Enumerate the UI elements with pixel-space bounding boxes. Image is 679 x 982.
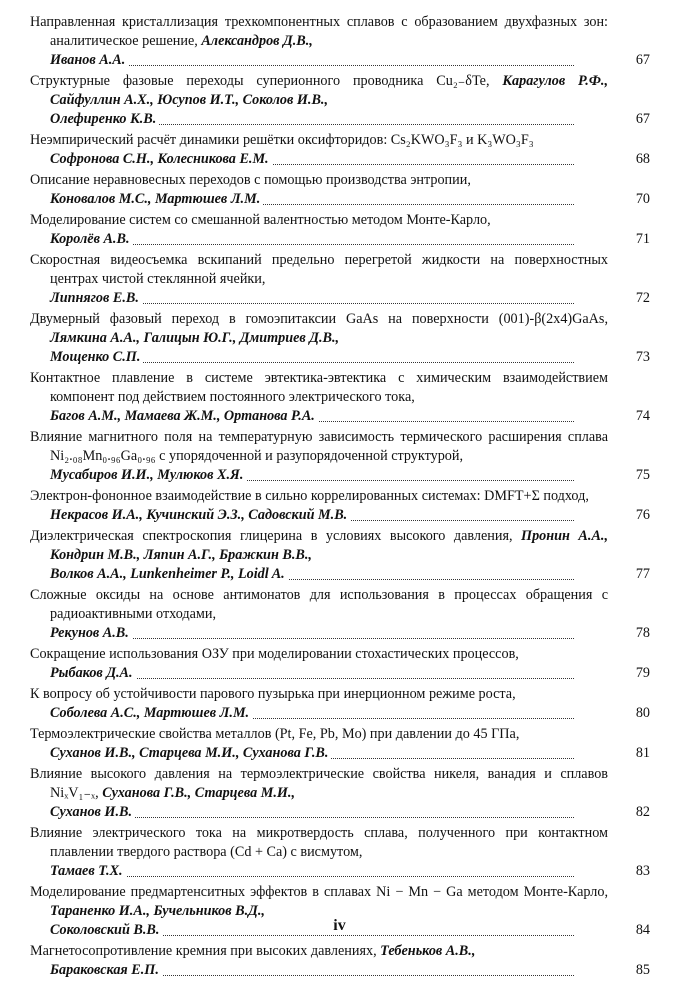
toc-entry[interactable] [30, 251, 650, 308]
toc-entry[interactable] [30, 171, 650, 209]
toc-entry[interactable] [30, 310, 650, 367]
table-of-contents [30, 13, 650, 982]
entry-page-number: 76 [635, 507, 650, 523]
dot-leader [50, 65, 574, 66]
entry-page-number: 82 [635, 804, 650, 820]
entry-authors: Некрасов И.А., Кучинский Э.З., Садовский М.В. [50, 507, 350, 523]
entry-authors: Суханов И.В., Старцева М.И., Суханова Г.В. [50, 745, 331, 761]
entry-page-number: 81 [635, 745, 650, 761]
toc-entry[interactable] [30, 13, 650, 70]
entry-title: Контактное плавление в системе эвтектика-эвтектика с химическим взаимодействием компонент под действием постоянного электрического тока, [30, 370, 608, 405]
entry-title: Двумерный фазовый переход в гомоэпитаксии GaAs на поверхности (001)-β(2x4)GaAs, [30, 311, 608, 327]
entry-authors: Тараненко И.А., Бучельников В.Д., [50, 903, 265, 919]
entry-title: Структурные фазовые переходы суперионного проводника Cu₂₋δTe, [30, 73, 490, 89]
dot-leader [50, 876, 574, 877]
toc-entry[interactable] [30, 428, 650, 485]
entry-authors: Липнягов Е.В. [50, 290, 142, 306]
entry-authors: Тебеньков А.В., [380, 943, 476, 959]
entry-authors: Мусабиров И.И., Мулюков Х.Я. [50, 467, 246, 483]
entry-page-number: 70 [635, 191, 650, 207]
entry-authors: Александров Д.В., [201, 33, 313, 49]
entry-page-number: 80 [635, 705, 650, 721]
entry-page-number: 85 [635, 962, 650, 978]
toc-entry[interactable] [30, 725, 650, 763]
toc-entry[interactable] [30, 942, 650, 980]
entry-title: Описание неравновесных переходов с помощью производства энтропии, [30, 172, 471, 188]
toc-entry[interactable] [30, 685, 650, 723]
entry-authors: Суханов И.В. [50, 804, 135, 820]
page-number-footer: iv [333, 917, 346, 934]
toc-entry[interactable] [30, 586, 650, 643]
entry-title: Неэмпирический расчёт динамики решётки оксифторидов: Cs₂KWO₃F₃ и K₃WO₃F₃ [30, 132, 534, 148]
toc-entry[interactable] [30, 527, 650, 584]
entry-authors: Пронин А.А., Кондрин М.В., Ляпин А.Г., Бражкин В.В., [50, 528, 608, 563]
entry-page-number: 83 [635, 863, 650, 879]
entry-authors: Лямкина А.А., Галицын Ю.Г., Дмитриев Д.В., [50, 330, 340, 346]
entry-page-number: 68 [635, 151, 650, 167]
entry-authors: Рекунов А.В. [50, 625, 132, 641]
entry-authors: Олефиренко К.В. [50, 111, 159, 127]
toc-entry[interactable] [30, 369, 650, 426]
entry-authors: Волков А.А., Lunkenheimer P., Loidl A. [50, 566, 288, 582]
entry-page-number: 71 [635, 231, 650, 247]
toc-entry[interactable] [30, 824, 650, 881]
entry-page-number: 75 [635, 467, 650, 483]
entry-authors: Тамаев Т.Х. [50, 863, 126, 879]
entry-title: К вопросу об устойчивости парового пузырька при инерционном режиме роста, [30, 686, 516, 702]
entry-authors: Рыбаков Д.А. [50, 665, 136, 681]
entry-page-number: 74 [635, 408, 650, 424]
entry-title: Диэлектрическая спектроскопия глицерина в условиях высокого давления, [30, 528, 513, 544]
entry-page-number: 67 [635, 52, 650, 68]
entry-title: Моделирование систем со смешанной валентностью методом Монте-Карло, [30, 212, 491, 228]
entry-title: Электрон-фононное взаимодействие в сильно коррелированных системах: DMFT+Σ подход, [30, 488, 589, 504]
entry-title: Моделирование предмартенситных эффектов в сплавах Ni − Mn − Ga методом Монте-Карло, [30, 884, 608, 900]
entry-authors: Соболева А.С., Мартюшев Л.М. [50, 705, 252, 721]
toc-entry[interactable] [30, 645, 650, 683]
entry-page-number: 77 [635, 566, 650, 582]
entry-page-number: 78 [635, 625, 650, 641]
entry-authors: Бараковская Е.П. [50, 962, 162, 978]
entry-page-number: 79 [635, 665, 650, 681]
entry-authors: Софронова С.Н., Колесникова Е.М. [50, 151, 272, 167]
entry-page-number: 73 [635, 349, 650, 365]
entry-title: Термоэлектрические свойства металлов (Pt, Fe, Pb, Mo) при давлении до 45 ГПа, [30, 726, 520, 742]
entry-authors: Соколовский В.В. [50, 922, 162, 938]
entry-authors: Суханова Г.В., Старцева М.И., [102, 785, 296, 801]
entry-page-number: 84 [635, 922, 650, 938]
entry-authors: Багов А.М., Мамаева Ж.М., Ортанова Р.А. [50, 408, 318, 424]
entry-authors: Мощенко С.П. [50, 349, 143, 365]
entry-authors: Карагулов Р.Ф., Сайфуллин А.Х., Юсупов И.Т., Соколов И.В., [50, 73, 608, 108]
toc-entry[interactable] [30, 765, 650, 822]
entry-title: Сложные оксиды на основе антимонатов для использования в процессах обращения с радиоактивными отходами, [30, 587, 608, 622]
entry-title: Влияние высокого давления на термоэлектрические свойства никеля, ванадия и сплавов NiₓV₁₋ₓ, [30, 766, 608, 801]
toc-entry[interactable] [30, 72, 650, 129]
entry-title: Магнетосопротивление кремния при высоких давлениях, [30, 943, 377, 959]
entry-page-number: 67 [635, 111, 650, 127]
entry-title: Скоростная видеосъемка вскипаний предельно перегретой жидкости на поверхностных центрах чистой стеклянной ячейки, [30, 252, 608, 287]
entry-authors: Иванов А.А. [50, 52, 128, 68]
entry-title: Влияние электрического тока на микротвердость сплава, полученного при контактном плавлении твердого раствора (Cd + Ca) с висмутом, [30, 825, 608, 860]
entry-title: Влияние магнитного поля на температурную зависимость термического расширения сплава Ni₂.₀₈Mn₀.₉₆Ga₀.₉₆ с упорядоченной и разупорядоченной структурой, [30, 429, 608, 464]
entry-page-number: 72 [635, 290, 650, 306]
entry-title: Направленная кристаллизация трехкомпонентных сплавов с образованием двухфазных зон: аналитическое решение, [30, 14, 608, 49]
entry-authors: Королёв А.В. [50, 231, 133, 247]
entry-title: Сокращение использования ОЗУ при моделировании стохастических процессов, [30, 646, 519, 662]
toc-entry[interactable] [30, 211, 650, 249]
entry-authors: Коновалов М.С., Мартюшев Л.М. [50, 191, 263, 207]
toc-entry[interactable] [30, 131, 650, 169]
toc-entry[interactable] [30, 487, 650, 525]
